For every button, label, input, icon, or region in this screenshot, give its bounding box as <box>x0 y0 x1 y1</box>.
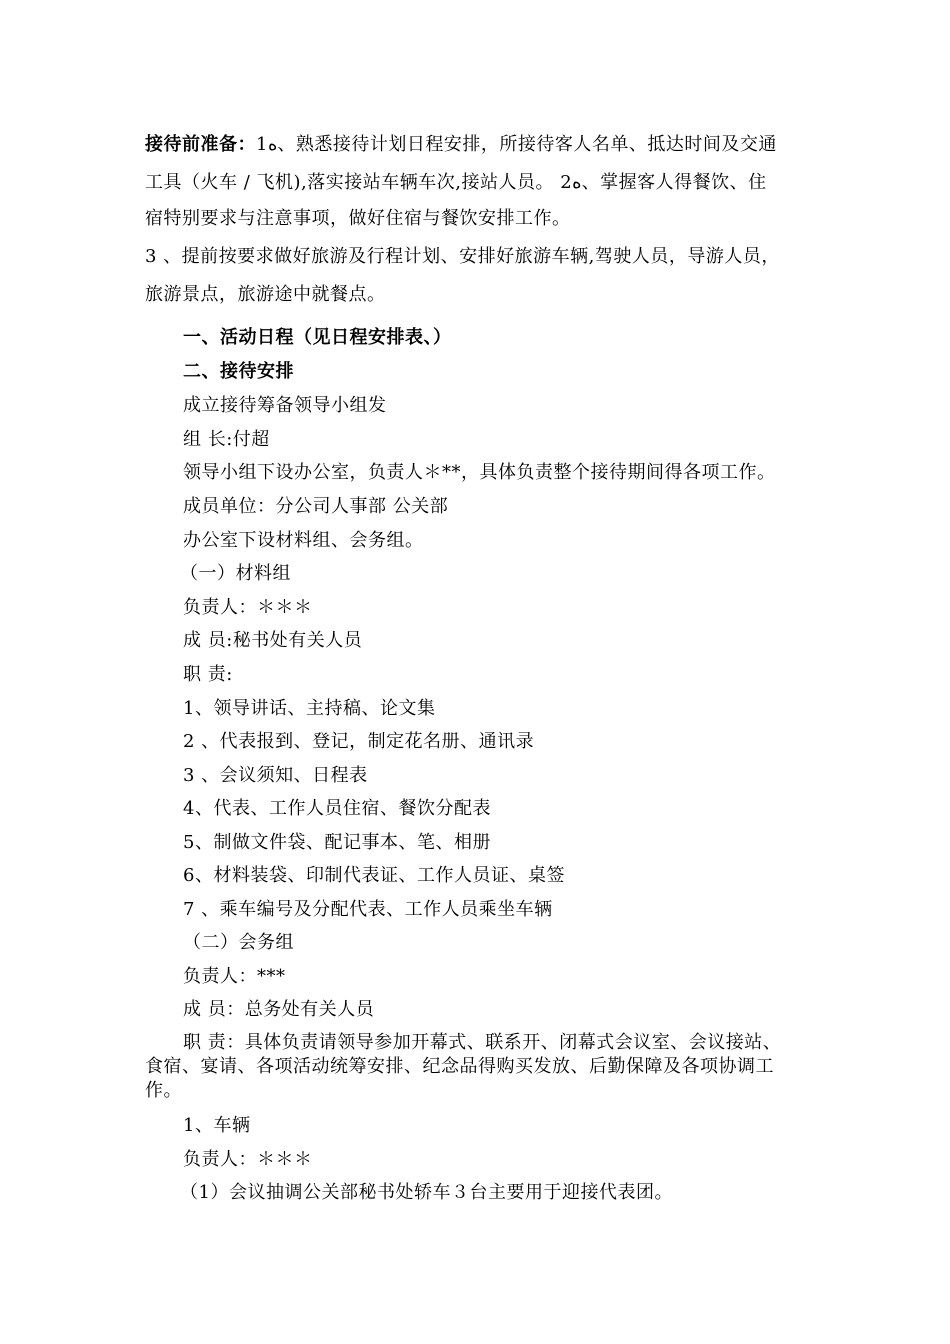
body-line: 职 责：具体负责请领导参加开幕式、联系开、闭幕式会议室、会议接站、 <box>183 1032 782 1053</box>
body-line: （1）会议抽调公关部秘书处轿车３台主要用于迎接代表团。 <box>180 1182 673 1203</box>
body-line: 成员单位：分公司人事部 公关部 <box>183 496 449 517</box>
list-item: 5、制做文件袋、配记事本、笔、相册 <box>183 832 491 853</box>
list-item: 1、车辆 <box>183 1115 251 1136</box>
section-heading-2: 二、接待安排 <box>183 361 294 382</box>
body-line: 成 员：总务处有关人员 <box>183 999 375 1020</box>
body-line: 负责人：＊＊＊ <box>183 597 313 618</box>
intro-line-1-text: 1ﻩ、熟悉接待计划日程安排，所接待客人名单、抵达时间及交通 <box>256 134 777 155</box>
list-item: 3 、会议须知、日程表 <box>183 765 368 786</box>
list-item: 7 、乘车编号及分配代表、工作人员乘坐车辆 <box>183 899 553 920</box>
intro-line-5: 旅游景点，旅游途中就餐点。 <box>145 284 386 305</box>
intro-line-2: 工具（火车 / 飞机),落实接站车辆车次,接站人员。 2ﻩ、掌握客人得餐饮、住 <box>145 172 767 193</box>
intro-line-1 <box>145 134 777 156</box>
body-line: 成 员:秘书处有关人员 <box>183 630 363 651</box>
body-line: 负责人：＊＊＊ <box>183 1149 313 1170</box>
body-line: 领导小组下设办公室，负责人＊**，具体负责整个接待期间得各项工作。 <box>183 462 776 483</box>
list-item: 1、领导讲话、主持稿、论文集 <box>183 698 436 719</box>
body-line: 组 长:付超 <box>183 429 270 450</box>
body-line: 成立接待筹备领导小组发 <box>183 395 387 416</box>
body-line: 负责人：*** <box>183 966 286 987</box>
intro-line-4: 3 、提前按要求做好旅游及行程计划、安排好旅游车辆,驾驶人员，导游人员， <box>145 246 780 267</box>
body-line: 食宿、宴请、各项活动统筹安排、纪念品得购买发放、后勤保障及各项协调工 <box>145 1056 774 1077</box>
body-line: 作。 <box>145 1080 182 1101</box>
intro-line-3: 宿特别要求与注意事项，做好住宿与餐饮安排工作。 <box>145 208 571 229</box>
body-line: 职 责: <box>183 664 233 685</box>
subsection-heading: （一）材料组 <box>180 563 291 584</box>
section-heading-1: 一、活动日程（见日程安排表、） <box>183 327 452 348</box>
intro-heading: 接待前准备： <box>145 134 256 155</box>
subsection-heading: （二）会务组 <box>183 932 294 953</box>
body-line: 办公室下设材料组、会务组。 <box>183 530 424 551</box>
list-item: 4、代表、工作人员住宿、餐饮分配表 <box>183 798 491 819</box>
list-item: 2 、代表报到、登记，制定花名册、通讯录 <box>183 731 535 752</box>
list-item: 6、材料装袋、印制代表证、工作人员证、桌签 <box>183 865 565 886</box>
